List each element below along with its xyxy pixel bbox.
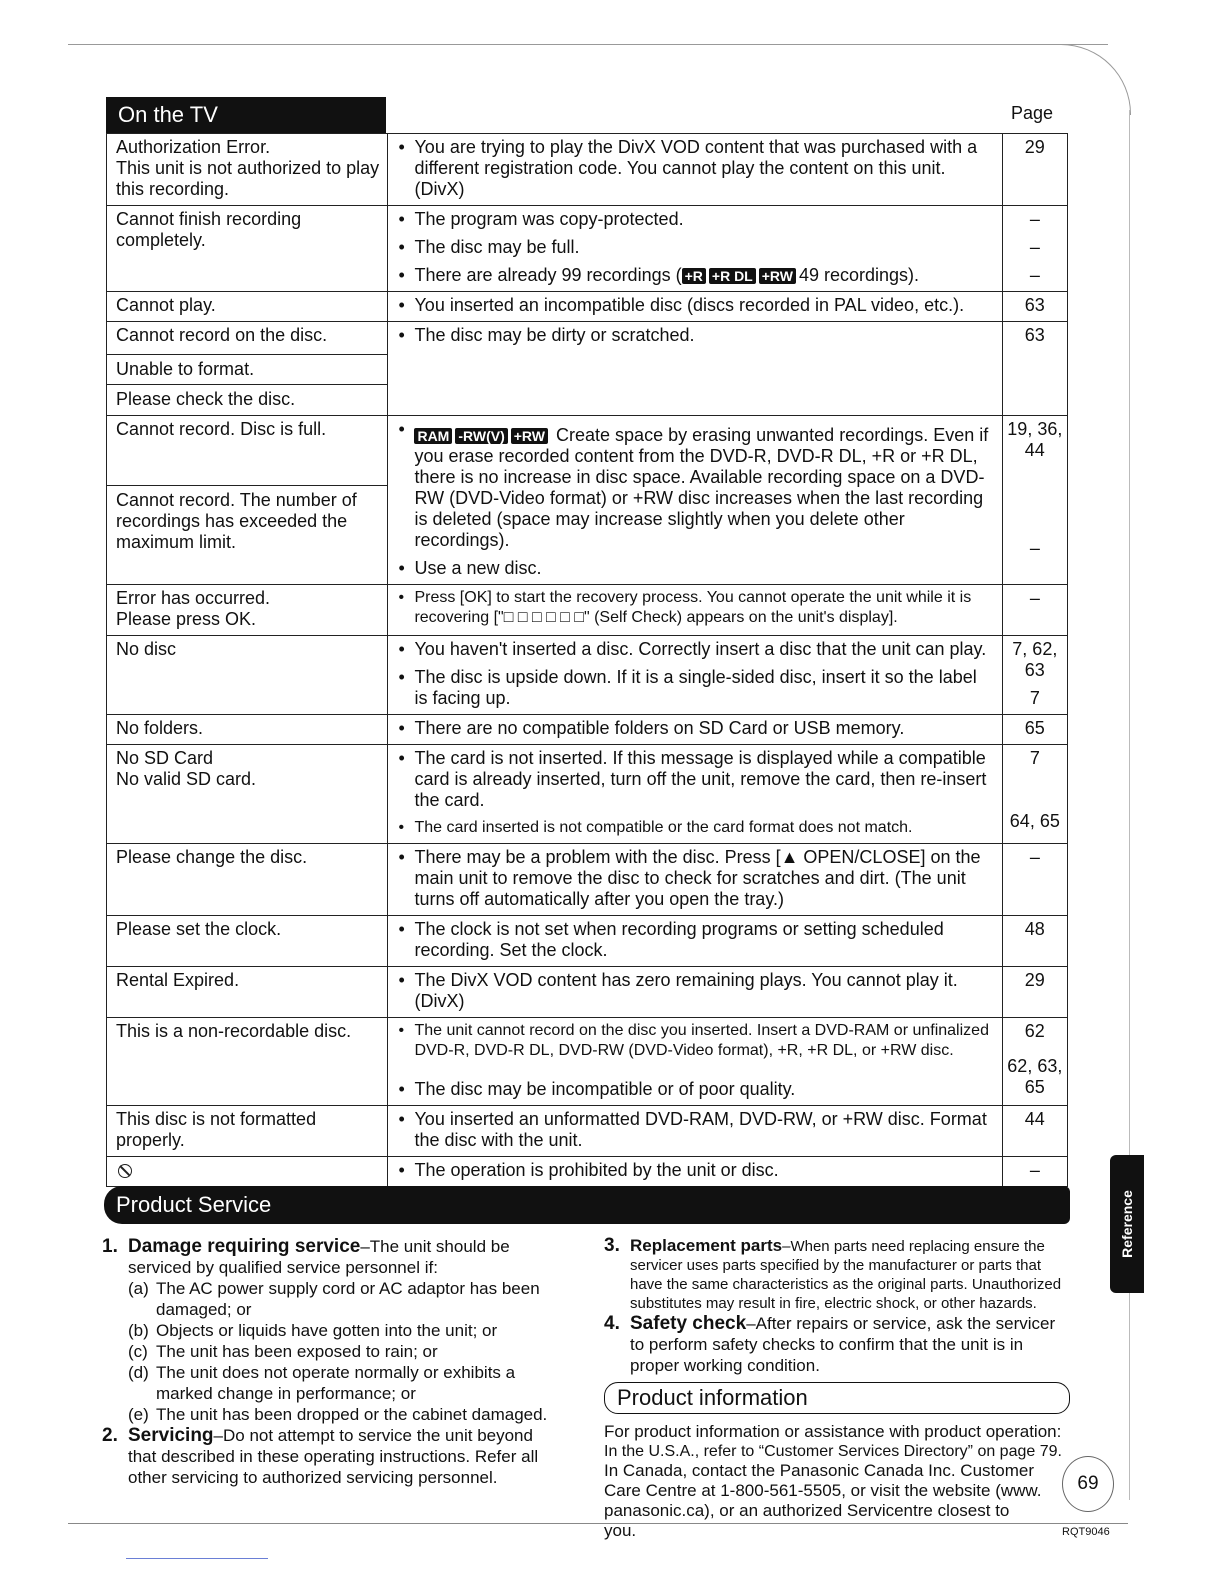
damage-conditions-list	[128, 1278, 562, 1425]
cause-item: • The card is not inserted. If this message is displayed while a compatible card is already inserted, turn off the unit, remove the card, then re-insert the card.	[398, 748, 993, 811]
message-text: Authorization Error. This unit is not authorized to play this recording.	[116, 137, 380, 199]
message-text: Cannot finish recording completely.	[116, 209, 302, 250]
cause-item: • There are already 99 recordings ( +R +R DL +RW 49 recordings).	[398, 265, 993, 286]
message-cell	[107, 1018, 388, 1106]
table-row	[107, 967, 1068, 1018]
cause-item: • The disc is upside down. If it is a single-sided disc, insert it so the label is facing up.	[398, 667, 993, 709]
message-text: Cannot play.	[116, 295, 216, 315]
page-cell	[1002, 636, 1067, 715]
cause-cell	[388, 1157, 1002, 1187]
list-item: (b) Objects or liquids have gotten into the unit; or	[128, 1321, 498, 1340]
table-row	[107, 1018, 1068, 1106]
message-cell	[107, 967, 388, 1018]
page-ref: 7, 62, 63	[1012, 639, 1058, 680]
table-row	[107, 134, 1068, 206]
service-item-title: Replacement parts	[630, 1236, 783, 1255]
message-text: This is a non-recordable disc.	[116, 1021, 352, 1041]
page-cell	[1002, 1106, 1067, 1157]
cause-item: • The unit cannot record on the disc you inserted. Insert a DVD-RAM or unfinalized DVD-R, DVD-R DL, DVD-RW (DVD-Video format), +R, +R DL, or +RW disc.	[398, 1021, 993, 1061]
message-cell	[107, 715, 388, 745]
cause-cell	[388, 916, 1002, 967]
cause-cell	[388, 1106, 1002, 1157]
service-item-replacement: 3. Replacement parts–When parts need replacing ensure the servicer uses parts specified by the manufacturer or parts that have the same characteristics as the original parts. Unauthorized substitutes may result in fire, electric shock, or other hazards.	[604, 1235, 1062, 1312]
table-row	[107, 206, 1068, 292]
product-information-heading: Product information	[604, 1382, 1070, 1414]
list-item: (a) The AC power supply cord or AC adaptor has been damaged; or	[128, 1279, 540, 1319]
list-item: (d) The unit does not operate normally or exhibits a marked change in performance; or	[128, 1363, 516, 1403]
cause-cell	[388, 322, 1002, 416]
message-text: Error has occurred. Please press OK.	[116, 588, 271, 629]
list-item: (c) The unit has been exposed to rain; or	[128, 1342, 438, 1361]
cause-item: • The operation is prohibited by the unit or disc.	[398, 1160, 993, 1181]
table-row	[107, 292, 1068, 322]
top-rule	[68, 44, 1108, 45]
cause-item: • You are trying to play the DivX VOD content that was purchased with a different registration code. You cannot play the content on this unit. (DivX)	[398, 137, 993, 200]
service-item-title: Safety check	[630, 1313, 747, 1334]
message-cell	[107, 322, 388, 416]
service-left-column	[102, 1236, 562, 1488]
message-text: Please check the disc.	[107, 384, 387, 410]
page-number: 69	[1062, 1456, 1114, 1512]
message-cell	[107, 636, 388, 715]
page-ref: 64, 65	[1009, 811, 1060, 831]
disc-badge: +RW	[759, 268, 796, 284]
message-cell	[107, 1106, 388, 1157]
cause-item: • There are no compatible folders on SD Card or USB memory.	[398, 718, 993, 739]
table-row	[107, 585, 1068, 636]
cause-cell	[388, 636, 1002, 715]
service-item-title: Servicing	[128, 1425, 214, 1446]
message-text: Rental Expired.	[116, 970, 240, 990]
page-ref: 7	[1029, 688, 1040, 708]
page-cell	[1002, 745, 1067, 844]
disc-badge: -RW(V)	[455, 428, 507, 444]
message-table	[106, 133, 1068, 1187]
message-cell	[107, 134, 388, 206]
cause-cell	[388, 585, 1002, 636]
message-cell	[107, 292, 388, 322]
service-item-title: Damage requiring service	[128, 1236, 361, 1257]
list-item: (e) The unit has been dropped or the cabinet damaged.	[128, 1405, 548, 1424]
cause-cell	[388, 416, 1002, 585]
product-information-text: For product information or assistance with product operation: In the U.S.A., refer to “Customer Services Directory” on page 79. In Canada, contact the Panasonic Canada Inc. Customer Care Centre at 1-800-561-5505, or visit the website (www. panasonic.ca), or an authorized Servicentre closest to you.	[604, 1422, 1062, 1540]
cause-item: • You inserted an unformatted DVD-RAM, DVD-RW, or +RW disc. Format the disc with the unit.	[398, 1109, 993, 1151]
page-ref: 19, 36, 44	[1007, 419, 1063, 460]
page-cell	[1002, 134, 1067, 206]
cause-cell	[388, 1018, 1002, 1106]
message-text: Please set the clock.	[116, 919, 282, 939]
table-row	[107, 715, 1068, 745]
page-cell	[1002, 585, 1067, 636]
table-row	[107, 322, 1068, 416]
message-cell	[107, 416, 388, 585]
disc-badge: +R DL	[709, 268, 756, 284]
cause-cell	[388, 206, 1002, 292]
disc-badge: RAM	[414, 428, 452, 444]
message-cell	[107, 916, 388, 967]
cause-item: • Use a new disc.	[398, 558, 993, 579]
cause-item: • The DivX VOD content has zero remaining plays. You cannot play it. (DivX)	[398, 970, 993, 1012]
section-title-on-the-tv: On the TV	[106, 97, 386, 133]
bottom-rule	[68, 1523, 1128, 1524]
cause-item: • Press [OK] to start the recovery process. You cannot operate the unit while it is recovering ["□ □ □ □ □ □" (Self Check) appears on the unit's display].	[398, 588, 993, 628]
page-ref: 44	[1024, 1109, 1045, 1129]
page-ref: 63	[1024, 295, 1045, 315]
message-cell	[107, 206, 388, 292]
page-ref: 7	[1029, 748, 1040, 768]
page-ref: 63	[1024, 325, 1045, 345]
cause-cell	[388, 967, 1002, 1018]
page-ref: –	[1029, 237, 1040, 257]
page-ref: –	[1029, 588, 1040, 608]
page-cell	[1002, 1157, 1067, 1187]
service-item-servicing: 2. Servicing–Do not attempt to service the unit beyond that described in these operating instructions. Refer all other servicing to authorized servicing personnel.	[102, 1425, 539, 1487]
cause-cell	[388, 715, 1002, 745]
prohibited-icon	[118, 1164, 132, 1178]
cause-item: • The disc may be full.	[398, 237, 993, 258]
message-cell	[107, 745, 388, 844]
message-text: No SD Card No valid SD card.	[116, 748, 257, 789]
page-cell	[1002, 206, 1067, 292]
page-cell	[1002, 967, 1067, 1018]
disc-badge: +RW	[511, 428, 548, 444]
page-ref: 29	[1024, 970, 1045, 990]
table-row	[107, 416, 1068, 585]
cause-cell	[388, 745, 1002, 844]
page-column-header: Page	[1010, 103, 1054, 123]
page-cell	[1002, 844, 1067, 916]
message-text: Cannot record. The number of recordings has exceeded the maximum limit.	[107, 485, 387, 557]
message-text: Unable to format.	[107, 354, 387, 384]
page-cell	[1002, 416, 1067, 585]
cause-item: • You haven't inserted a disc. Correctly insert a disc that the unit can play.	[398, 639, 993, 660]
page-ref: 29	[1024, 137, 1045, 157]
cause-item: • The card inserted is not compatible or the card format does not match.	[398, 818, 993, 838]
message-cell	[107, 1157, 388, 1187]
page-ref: –	[1029, 538, 1040, 558]
document-code: RQT9046	[1062, 1526, 1110, 1538]
table-row	[107, 1106, 1068, 1157]
cause-item: • The disc may be dirty or scratched.	[398, 325, 993, 346]
table-row	[107, 1157, 1068, 1187]
page-ref: –	[1029, 1160, 1040, 1180]
cause-item: • There may be a problem with the disc. Press [▲ OPEN/CLOSE] on the main unit to remove the disc to check for scratches and dirt. (The unit turns off automatically after you open the tray.)	[398, 847, 993, 910]
table-row	[107, 745, 1068, 844]
page-cell	[1002, 715, 1067, 745]
service-right-column	[604, 1236, 1064, 1541]
page-cell	[1002, 916, 1067, 967]
cause-item: • The program was copy-protected.	[398, 209, 993, 230]
message-text: This disc is not formatted properly.	[116, 1109, 317, 1150]
cause-cell	[388, 134, 1002, 206]
page-ref: –	[1029, 209, 1040, 229]
service-item-safety: 4. Safety check–After repairs or service, ask the servicer to perform safety checks to confirm that the unit is in proper working condition.	[604, 1313, 1056, 1375]
message-text: Cannot record on the disc.	[116, 325, 328, 345]
top-corner-curve	[1060, 44, 1131, 115]
page-ref: –	[1029, 847, 1040, 867]
reference-side-tab[interactable]: Reference	[1110, 1155, 1144, 1293]
bottom-accent-line	[126, 1558, 268, 1559]
cause-item: • You inserted an incompatible disc (discs recorded in PAL video, etc.).	[398, 295, 993, 316]
cause-cell	[388, 292, 1002, 322]
cause-cell	[388, 844, 1002, 916]
cause-item: • The clock is not set when recording programs or setting scheduled recording. Set the clock.	[398, 919, 993, 961]
table-row	[107, 844, 1068, 916]
message-text: Cannot record. Disc is full.	[116, 419, 327, 439]
disc-badge: +R	[682, 268, 706, 284]
page-cell	[1002, 1018, 1067, 1106]
message-cell	[107, 844, 388, 916]
table-row	[107, 916, 1068, 967]
page-ref: 65	[1024, 718, 1045, 738]
message-text: Please change the disc.	[116, 847, 308, 867]
page-ref: –	[1029, 265, 1040, 285]
cause-item: • RAM -RW(V) +RW Create space by erasing unwanted recordings. Even if you erase recorded content from the DVD-R, DVD-R DL, +R or +R DL, there is no increase in disc space. Available recording space on a DVD-RW (DVD-Video format) or +RW disc increases when the last recording is deleted (space may increase slightly when you delete other recordings).	[398, 419, 993, 551]
message-cell	[107, 585, 388, 636]
page-cell	[1002, 292, 1067, 322]
page-ref: 62	[1024, 1021, 1045, 1041]
table-row	[107, 636, 1068, 715]
page-cell	[1002, 322, 1067, 416]
page-ref: 48	[1024, 919, 1045, 939]
service-item-damage: 1. Damage requiring service–The unit should be serviced by qualified service personnel if: (a) The AC power supply cord or AC adaptor has been damaged; or (b) Objects or liquids have gotten into the unit; or (c) The unit has been exposed to rain; or (d) The unit does not operate normally or exhibits a marked change in performance; or (e) The unit has been dropped or the cabinet damaged.	[102, 1236, 562, 1425]
page-ref: 62, 63, 65	[1007, 1056, 1063, 1097]
cause-item: • The disc may be incompatible or of poor quality.	[398, 1079, 993, 1100]
message-text: No disc	[116, 639, 177, 659]
message-text: No folders.	[116, 718, 204, 738]
section-title-product-service: Product Service	[104, 1186, 1070, 1224]
